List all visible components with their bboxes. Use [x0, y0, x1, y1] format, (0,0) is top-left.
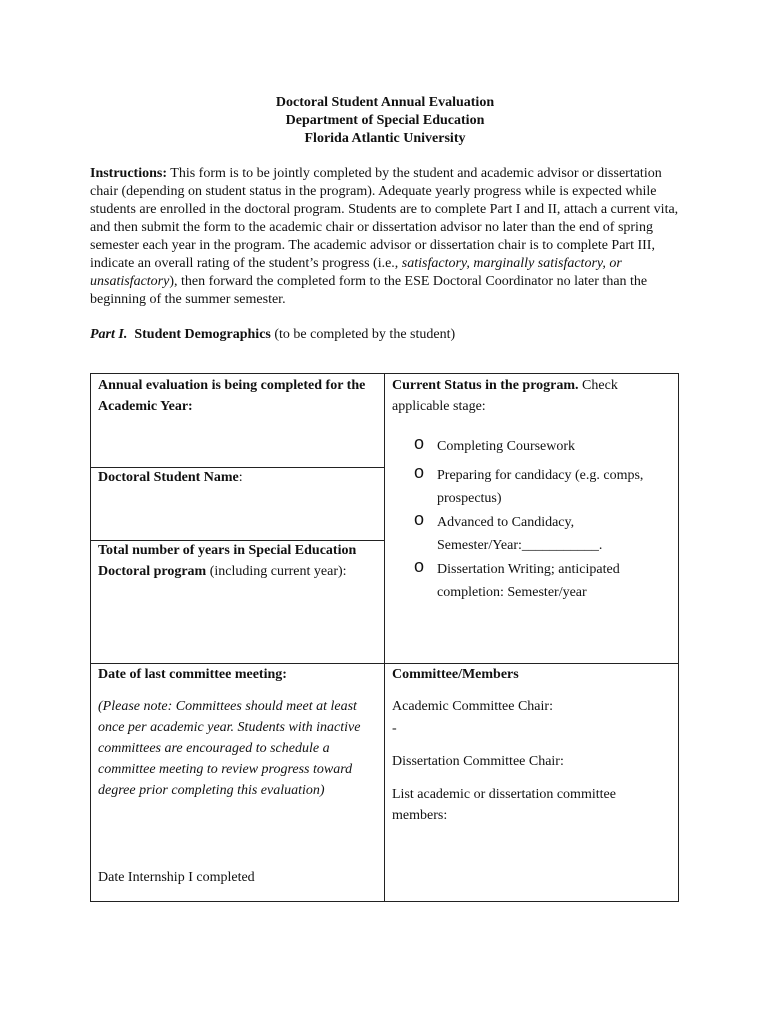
instructions-label: Instructions:: [90, 166, 168, 181]
table-column-divider: [384, 374, 385, 902]
instructions-text-b: ), then forward the completed form to the ESE Doctoral Coordinator no later than the beginning of the summer semester.: [90, 274, 648, 307]
academic-chair-label: Academic Committee Chair:: [392, 699, 553, 714]
part1-heading: [90, 326, 455, 344]
radio-circle-icon[interactable]: o: [414, 433, 425, 453]
years-in-program-label: [98, 540, 383, 582]
part1-title: Student Demographics: [134, 327, 271, 342]
instructions-paragraph: [90, 165, 682, 309]
document-title: [90, 94, 680, 148]
part1-label: Part I.: [90, 327, 128, 342]
dash-mark: -: [392, 721, 397, 736]
status-option-label: Preparing for candidacy (e.g. comps, prospectus): [437, 468, 644, 506]
academic-year-label: Annual evaluation is being completed for the Academic Year:: [98, 378, 366, 414]
status-option-label: Advanced to Candidacy, Semester/Year:___________.: [437, 515, 603, 553]
title-line-2: Department of Special Education: [285, 113, 485, 128]
committee-meeting-note: (Please note: Committees should meet at least once per academic year. Students with inactive committees are encouraged to schedule a committee meeting to review progress toward degree prior completing this evaluation): [98, 699, 361, 798]
part1-note: (to be completed by the student): [270, 327, 456, 342]
demographics-table: [90, 373, 679, 902]
title-line-3: Florida Atlantic University: [304, 131, 466, 146]
title-line-1: Doctoral Student Annual Evaluation: [275, 95, 495, 110]
student-name-label-text: Doctoral Student Name: [98, 470, 239, 485]
dissertation-chair-label: Dissertation Committee Chair:: [392, 754, 564, 769]
radio-circle-icon[interactable]: o: [414, 556, 425, 576]
internship-date-label: Date Internship I completed: [98, 870, 255, 885]
student-name-label: [98, 467, 380, 488]
years-label-rest: (including current year):: [206, 564, 347, 579]
committee-members-list-label: List academic or dissertation committee members:: [392, 787, 616, 823]
committee-members-label: Committee/Members: [392, 667, 519, 682]
current-status-hint: Check applicable stage:: [392, 378, 618, 414]
instructions-text-a: This form is to be jointly completed by the student and academic advisor or dissertation chair (depending on student status in the program). Adequate yearly progress while is expected while students are enrolled in the doctoral program. Students are to complete Part I and II, attach a current vita, and then submit the form to the academic chair or dissertation advisor no later than the end of spring semester each year in the program. The academic advisor or dissertation chair is to complete Part III, indicate an overall rating of the student’s progress (i.e.,: [90, 166, 679, 271]
current-status-title: Current Status in the program.: [392, 378, 579, 393]
status-option-label: Completing Coursework: [437, 439, 576, 454]
instructions-ratings: satisfactory, marginally satisfactory, or unsatisfactory: [90, 256, 622, 289]
committee-meeting-label: Date of last committee meeting:: [98, 667, 287, 682]
radio-circle-icon[interactable]: o: [414, 462, 425, 482]
status-option-label: Dissertation Writing; anticipated completion: Semester/year: [437, 562, 620, 600]
radio-circle-icon[interactable]: o: [414, 509, 425, 529]
years-label-bold: Total number of years in Special Education Doctoral program: [98, 543, 357, 579]
student-name-colon: :: [238, 470, 243, 485]
current-status-label: [392, 375, 662, 417]
